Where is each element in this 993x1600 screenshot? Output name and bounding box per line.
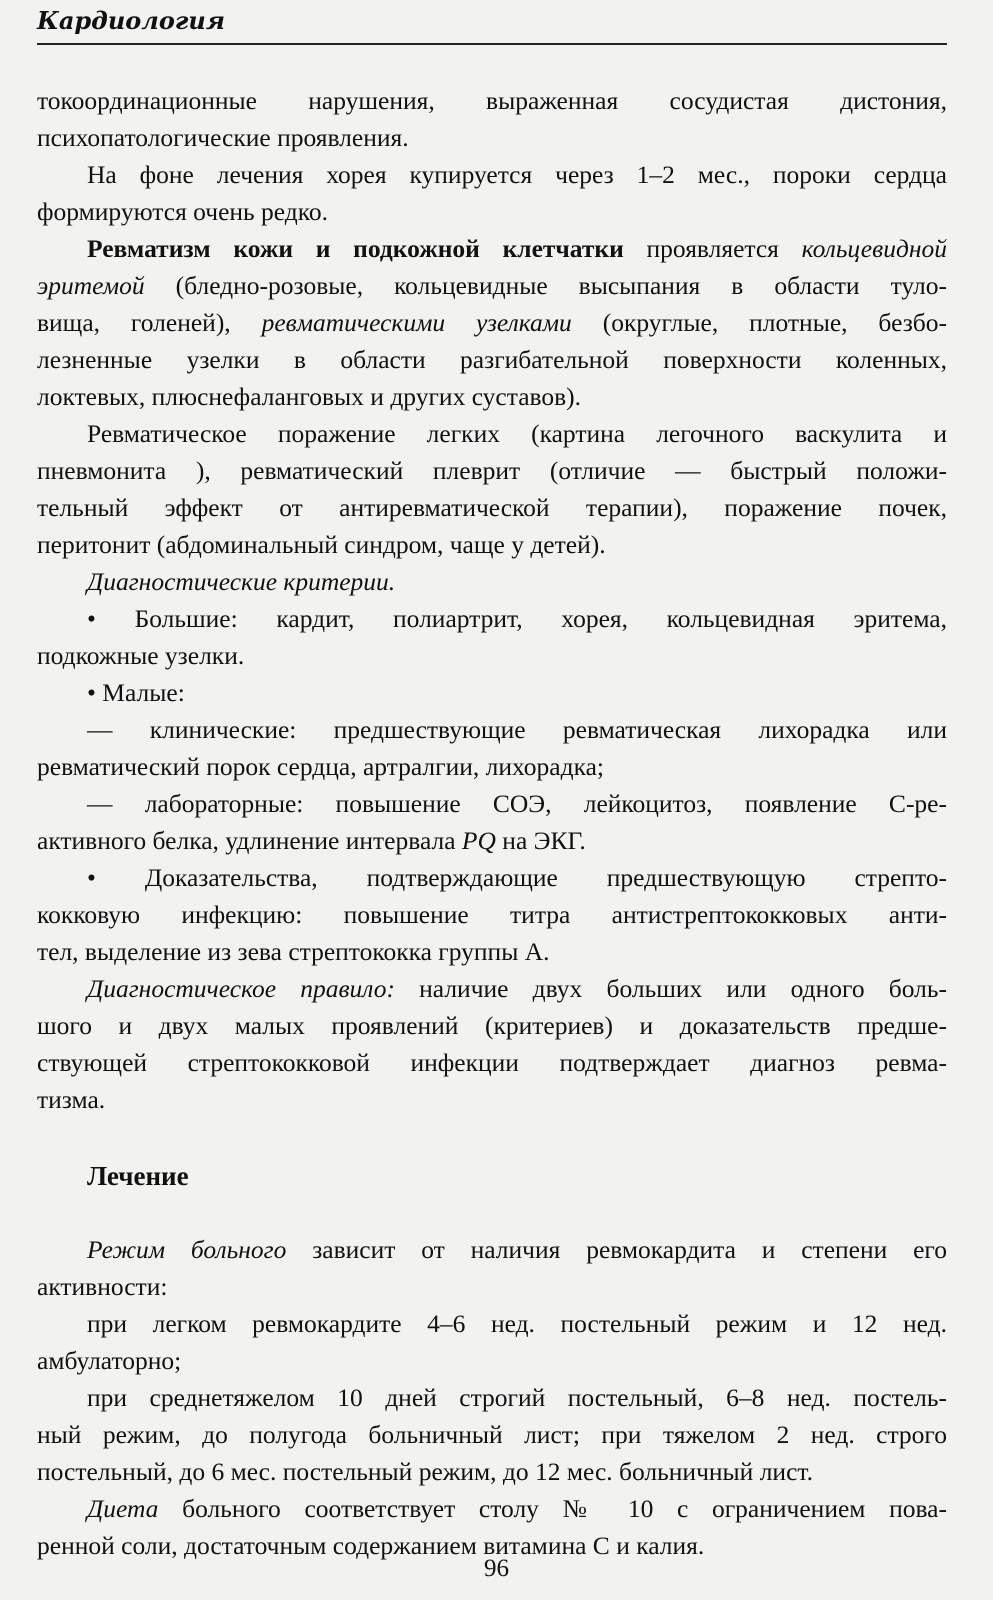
page-number: 96 <box>484 1555 509 1582</box>
text-line: амбулаторно; <box>37 1346 182 1375</box>
running-title: Кардиология <box>37 6 225 35</box>
text-fragment: вища, голеней), <box>37 308 262 337</box>
text-line: при среднетяжелом 10 дней строгий постельный, 6–8 нед. постель- <box>87 1383 947 1412</box>
evidence-criteria: • Доказательства, подтверждающие предшествующую стрепто- <box>87 863 947 892</box>
text-line: подкожные узелки. <box>37 641 245 670</box>
text-fragment: на ЭКГ. <box>495 826 586 855</box>
text-line: шого и двух малых проявлений (критериев) и доказательств предше- <box>37 1011 947 1040</box>
text-line: кокковую инфекцию: повышение титра антистрептококковых анти- <box>37 900 947 929</box>
italic-term: Диагностическое правило: <box>87 974 395 1003</box>
text-line: локтевых, плюснефаланговых и других суставов). <box>37 382 582 411</box>
paragraph-lung-lesion <box>37 415 947 563</box>
text-line <box>37 304 947 341</box>
text-fragment: (округлые, плотные, безбо- <box>571 308 947 337</box>
paragraph-regime <box>37 1231 947 1305</box>
text-line <box>37 1490 947 1527</box>
text-line: пневмонита ), ревматический плеврит (отличие — быстрый положи- <box>37 456 947 485</box>
paragraph-chorea-treatment <box>37 156 947 230</box>
text-line: ствующей стрептококковой инфекции подтверждает диагноз ревма- <box>37 1048 947 1077</box>
text-line <box>37 970 947 1007</box>
header-rule <box>37 43 947 45</box>
italic-term: Диета <box>87 1494 159 1523</box>
text-fragment: активного белка, удлинение интервала <box>37 826 462 855</box>
text-line <box>37 230 947 267</box>
text-fragment: (бледно-розовые, кольцевидные высыпания в области туло- <box>144 271 947 300</box>
major-criteria: • Большие: кардит, полиартрит, хорея, кольцевидная эритема, <box>87 604 947 633</box>
text-line: тельный эффект от антиревматической терапии), поражение почек, <box>37 493 947 522</box>
text-line: психопатологические проявления. <box>37 123 409 152</box>
paragraph-diagnostic-rule <box>37 970 947 1118</box>
page-body <box>37 82 947 1564</box>
italic-term: эритемой <box>37 271 145 300</box>
italic-term: кольцевидной <box>801 234 947 263</box>
italic-term: PQ <box>461 826 496 855</box>
text-line: постельный, до 6 мес. постельный режим, до 12 мес. больничный лист. <box>37 1457 813 1486</box>
paragraph-mild <box>37 1305 947 1379</box>
text-line: На фоне лечения хорея купируется через 1–2 мес., пороки сердца <box>87 160 947 189</box>
text-line: тел, выделение из зева стрептококка группы А. <box>37 937 550 966</box>
text-line: ный режим, до полугода больничный лист; при тяжелом 2 нед. строго <box>37 1420 947 1449</box>
italic-term: ревматическими узелками <box>261 308 572 337</box>
section-heading-treatment: Лечение <box>87 1161 189 1191</box>
text-fragment: больного соответствует столу № 10 с ограничением пова- <box>158 1494 947 1523</box>
text-fragment: проявляется <box>623 234 802 263</box>
text-line <box>37 267 947 304</box>
text-line <box>37 1231 947 1268</box>
text-fragment: наличие двух больших или одного боль- <box>394 974 947 1003</box>
text-line: перитонит (абдоминальный синдром, чаще у детей). <box>37 530 606 559</box>
text-line: лезненные узелки в области разгибательной поверхности коленных, <box>37 345 947 374</box>
paragraph-moderate <box>37 1379 947 1490</box>
italic-term: Режим больного <box>87 1235 287 1264</box>
text-line: ревматический порок сердца, артралгии, лихорадка; <box>37 752 605 781</box>
paragraph-skin-rheumatism <box>37 230 947 415</box>
minor-criteria-title: • Малые: <box>87 678 185 707</box>
diagnostic-criteria <box>37 563 947 970</box>
text-line: Ревматическое поражение легких (картина легочного васкулита и <box>87 419 947 448</box>
text-line: формируются очень редко. <box>37 197 328 226</box>
text-line: токоординационные нарушения, выраженная сосудистая дистония, <box>37 86 947 115</box>
text-line <box>37 822 947 859</box>
bold-term: Ревматизм кожи и подкожной клетчатки <box>87 234 624 263</box>
paragraph-diet <box>37 1490 947 1564</box>
text-line: тизма. <box>37 1085 106 1114</box>
criteria-title: Диагностические критерии. <box>87 567 396 596</box>
paragraph-coordination <box>37 82 947 156</box>
clinical-criteria: — клинические: предшествующие ревматическая лихорадка или <box>87 715 947 744</box>
text-fragment: зависит от наличия ревмокардита и степени его <box>286 1235 947 1264</box>
lab-criteria: — лабораторные: повышение СОЭ, лейкоцитоз, появление С-ре- <box>87 789 947 818</box>
text-line: ренной соли, достаточным содержанием витамина С и калия. <box>37 1531 705 1560</box>
text-line: при легком ревмокардите 4–6 нед. постельный режим и 12 нед. <box>87 1309 947 1338</box>
text-line: активности: <box>37 1272 168 1301</box>
